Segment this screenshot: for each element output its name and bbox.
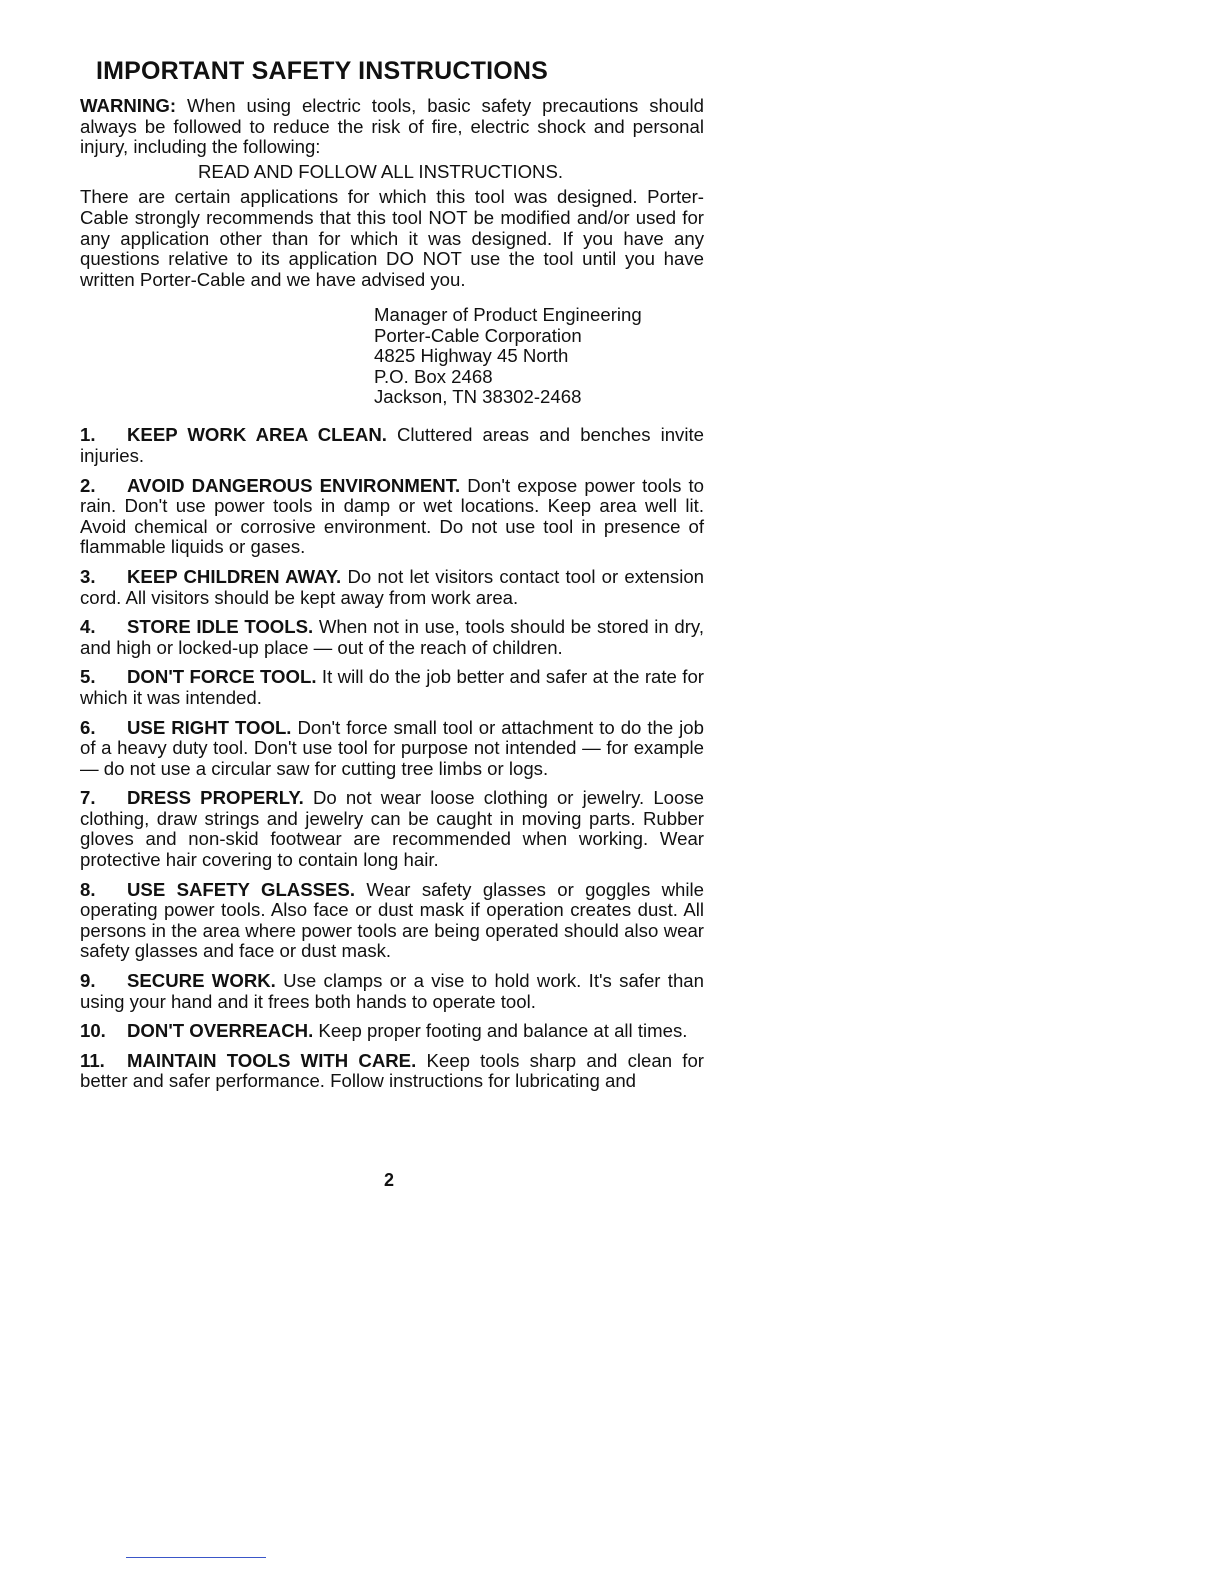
rule-heading: USE RIGHT TOOL. xyxy=(127,716,292,738)
rule-text: Do not let visitors contact tool or extension cord. All visitors should be kept away from work area. xyxy=(80,565,705,608)
rule-number: 11. xyxy=(80,1049,105,1071)
rule-heading: AVOID DANGEROUS ENVIRONMENT. xyxy=(127,474,461,496)
rule-heading: KEEP WORK AREA CLEAN. xyxy=(127,424,387,446)
address-line: Jackson, TN 38302-2468 xyxy=(374,385,582,407)
page-title xyxy=(80,56,704,86)
safety-rule xyxy=(80,1051,704,1092)
rule-heading: DRESS PROPERLY. xyxy=(127,787,304,809)
safety-rule xyxy=(80,567,704,608)
rule-heading: KEEP CHILDREN AWAY. xyxy=(127,565,342,587)
intro-paragraph: There are certain applications for which this tool was designed. Porter-Cable strongly recommends that this tool NOT be modified and/or used for any application other than for which it was designed. If you have any questions relative to its application DO NOT use the tool until you have written Porter-Cable and we have advised you. xyxy=(80,186,704,290)
rule-text: Don't expose power tools to rain. Don't use power tools in damp or wet locations. Keep area well lit. Avoid chemical or corrosive environment. Do not use tool in presence of flammable liquids or gases. xyxy=(80,474,705,558)
rule-heading: USE SAFETY GLASSES. xyxy=(127,878,356,900)
safety-rule xyxy=(80,1021,704,1042)
rule-text: Keep tools sharp and clean for better and safer performance. Follow instructions for lubricating and xyxy=(80,1049,704,1092)
safety-rule xyxy=(80,476,704,558)
safety-rule xyxy=(80,788,704,870)
address-line: 4825 Highway 45 North xyxy=(374,345,569,367)
rule-text: Wear safety glasses or goggles while operating power tools. Also face or dust mask if operation creates dust. All persons in the area where power tools are being operated should also wear safety glasses and face or dust mask. xyxy=(80,878,705,962)
rule-text: Don't force small tool or attachment to do the job of a heavy duty tool. Don't use tool for purpose not intended — for example — do not use a circular saw for cutting tree limbs or logs. xyxy=(80,716,704,779)
rule-heading: STORE IDLE TOOLS. xyxy=(127,616,314,638)
rule-text: It will do the job better and safer at the rate for which it was intended. xyxy=(80,666,704,708)
safety-rule xyxy=(80,718,704,780)
warning-text: When using electric tools, basic safety precautions should always be followed to reduce the risk of fire, electric shock and personal injury, including the following: xyxy=(80,95,704,158)
safety-rule xyxy=(80,667,704,708)
bottom-rule-line xyxy=(126,1557,266,1558)
rule-number: 10. xyxy=(80,1020,106,1042)
warning-label: WARNING: xyxy=(80,95,177,116)
rule-heading: SECURE WORK. xyxy=(127,970,276,992)
safety-rule xyxy=(80,880,704,962)
address-line: Porter-Cable Corporation xyxy=(374,324,582,346)
read-follow-notice: READ AND FOLLOW ALL INSTRUCTIONS. xyxy=(198,160,564,182)
rule-number: 4. xyxy=(80,616,96,638)
rule-number: 9. xyxy=(80,970,96,992)
page-number: 2 xyxy=(384,1170,395,1190)
rule-number: 5. xyxy=(80,666,96,688)
manual-page xyxy=(80,56,704,1101)
safety-rule xyxy=(80,425,704,466)
rule-text: Use clamps or a vise to hold work. It's safer than using your hand and it frees both hands to operate tool. xyxy=(80,970,704,1012)
rule-number: 7. xyxy=(80,787,96,809)
rule-text: Keep proper footing and balance at all times. xyxy=(318,1020,688,1042)
rule-number: 2. xyxy=(80,474,96,496)
safety-rules-list xyxy=(80,425,704,1092)
safety-rule xyxy=(80,971,704,1012)
rule-text: Cluttered areas and benches invite injuries. xyxy=(80,424,704,466)
safety-rule xyxy=(80,617,704,658)
warning-paragraph xyxy=(80,96,704,158)
rule-heading: DON'T FORCE TOOL. xyxy=(127,666,317,688)
rule-heading: MAINTAIN TOOLS WITH CARE. xyxy=(127,1049,417,1071)
page-title-text: IMPORTANT SAFETY INSTRUCTIONS xyxy=(95,57,549,85)
rule-number: 6. xyxy=(80,716,96,738)
address-line: Manager of Product Engineering xyxy=(374,304,642,326)
rule-number: 3. xyxy=(80,565,96,587)
rule-text: When not in use, tools should be stored in dry, and high or locked-up place — out of the reach of children. xyxy=(80,616,704,658)
rule-heading: DON'T OVERREACH. xyxy=(127,1020,314,1042)
address-block xyxy=(374,305,704,407)
rule-number: 1. xyxy=(80,424,96,446)
rule-number: 8. xyxy=(80,878,96,900)
rule-text: Do not wear loose clothing or jewelry. Loose clothing, draw strings and jewelry can be caught in moving parts. Rubber gloves and non-skid footwear are recommended when working. Wear protective hair covering to contain long hair. xyxy=(80,787,704,871)
address-line: P.O. Box 2468 xyxy=(374,365,493,387)
